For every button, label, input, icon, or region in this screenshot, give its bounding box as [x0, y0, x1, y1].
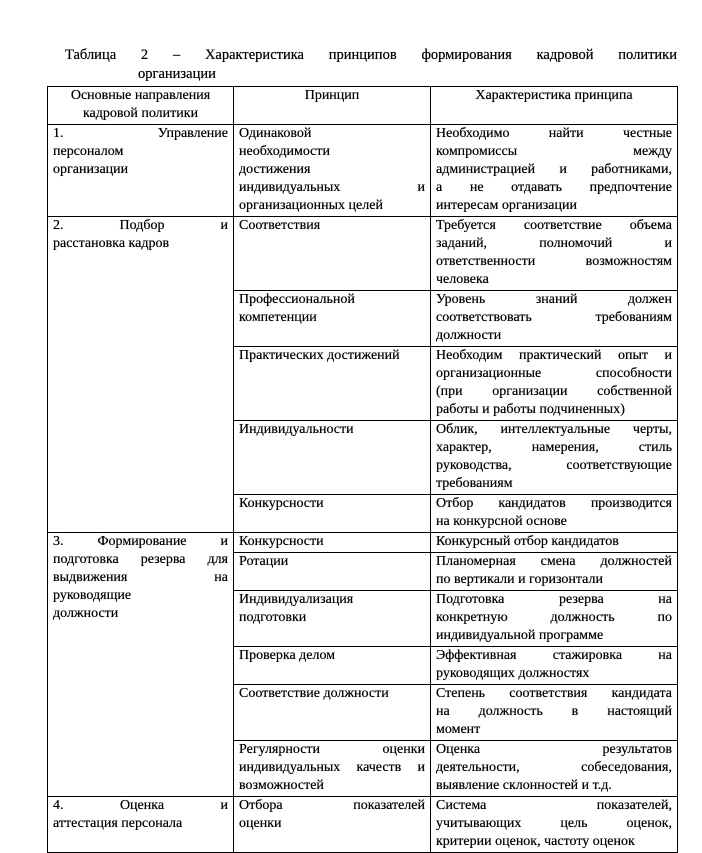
- text-line: интересам организации: [436, 198, 577, 213]
- text-line: (при организации собственной: [436, 384, 672, 399]
- principle-cell: [234, 347, 431, 421]
- text-line: руководства, соответствующие: [436, 458, 672, 473]
- text-line: подготовки: [239, 610, 307, 625]
- table-row: [48, 125, 678, 217]
- direction-cell: [48, 125, 234, 217]
- text-line: должности: [436, 328, 502, 343]
- text-line: организационных целей: [239, 198, 383, 213]
- text-line: компетенции: [239, 310, 317, 325]
- text-line: оценки: [239, 816, 282, 831]
- text-line: организации: [53, 162, 129, 177]
- text-line: работы и работы подчиненных): [436, 402, 625, 417]
- direction-cell: [48, 217, 234, 533]
- text-line: Подготовка резерва на: [436, 592, 672, 607]
- table-row: [48, 797, 678, 853]
- text-line: Конкурсный отбор кандидатов: [436, 534, 619, 549]
- characteristic-cell: [431, 495, 678, 533]
- text-line: на конкурсной основе: [436, 514, 567, 529]
- text-line: кадровой политики: [82, 106, 199, 121]
- characteristic-cell: [431, 591, 678, 647]
- text-line: Конкурсности: [239, 496, 324, 511]
- text-line: подготовка резерва для: [53, 552, 228, 567]
- text-line: Планомерная смена должностей: [436, 554, 672, 569]
- text-line: заданий, полномочий и: [436, 236, 672, 251]
- text-line: 3. Формирование и: [53, 534, 228, 549]
- text-line: Отбора показателей: [239, 798, 425, 813]
- characteristic-cell: [431, 797, 678, 853]
- table-row: [48, 533, 678, 553]
- table-row: [48, 217, 678, 291]
- text-line: 1. Управление: [53, 126, 228, 141]
- principle-cell: [234, 125, 431, 217]
- characteristic-cell: [431, 421, 678, 495]
- text-line: Необходим практический опыт и: [436, 348, 672, 363]
- text-line: Характеристика принципа: [475, 88, 633, 103]
- text-line: организации: [138, 66, 216, 82]
- text-line: деятельности, собеседования,: [436, 760, 672, 775]
- text-line: компромиссы между: [436, 144, 672, 159]
- characteristic-cell: [431, 741, 678, 797]
- text-line: а не отдавать предпочтение: [436, 180, 672, 195]
- text-line: 4. Оценка и: [53, 798, 228, 813]
- characteristic-cell: [431, 347, 678, 421]
- direction-cell: [48, 533, 234, 797]
- characteristic-cell: [431, 217, 678, 291]
- text-line: Профессиональной: [239, 292, 355, 307]
- text-line: руководящих должностях: [436, 666, 590, 681]
- text-line: организационные способности: [436, 366, 672, 381]
- text-line: персоналом: [53, 144, 124, 159]
- characteristic-cell: [431, 553, 678, 591]
- text-line: Практических достижений: [239, 348, 400, 363]
- principle-cell: [234, 533, 431, 553]
- text-line: достижения: [239, 162, 311, 177]
- text-line: Облик, интеллектуальные черты,: [436, 422, 672, 437]
- text-line: индивидуальных качеств и: [239, 760, 425, 775]
- principle-cell: [234, 741, 431, 797]
- text-line: Конкурсности: [239, 534, 324, 549]
- principle-cell: [234, 291, 431, 347]
- text-line: индивидуальной программе: [436, 628, 604, 643]
- text-line: 2. Подбор и: [53, 218, 228, 233]
- text-line: Индивидуальности: [239, 422, 354, 437]
- principle-cell: [234, 217, 431, 291]
- text-line: расстановка кадров: [53, 236, 170, 251]
- direction-cell: [48, 797, 234, 853]
- text-line: Оценка результатов: [436, 742, 672, 757]
- principle-cell: [234, 553, 431, 591]
- text-line: человека: [436, 272, 489, 287]
- text-line: необходимости: [239, 144, 331, 159]
- text-line: Регулярности оценки: [239, 742, 425, 757]
- text-line: выдвижения на: [53, 570, 228, 585]
- principle-cell: [234, 685, 431, 741]
- text-line: выявление склонностей и т.д.: [436, 778, 612, 793]
- text-line: руководящие: [53, 588, 132, 603]
- header-cell: [234, 87, 431, 125]
- text-line: аттестация персонала: [53, 816, 183, 831]
- text-line: конкретную должность по: [436, 610, 672, 625]
- table-header-row: [48, 87, 678, 125]
- text-line: по вертикали и горизонтали: [436, 572, 603, 587]
- text-line: Система показателей,: [436, 798, 672, 813]
- header-cell: [431, 87, 678, 125]
- text-line: критерии оценок, частоту оценок: [436, 834, 635, 849]
- principle-cell: [234, 421, 431, 495]
- text-line: ответственности возможностям: [436, 254, 672, 269]
- text-line: на должность в настоящий: [436, 704, 672, 719]
- text-line: Ротации: [239, 554, 289, 569]
- text-line: Соответствие должности: [239, 686, 389, 701]
- principle-cell: [234, 647, 431, 685]
- principle-cell: [234, 591, 431, 647]
- text-line: Таблица 2 – Характеристика принципов формирования кадровой политики: [65, 47, 677, 63]
- text-line: Индивидуализация: [239, 592, 354, 607]
- text-line: Основные направления: [70, 88, 211, 103]
- text-line: администрацией и работниками,: [436, 162, 672, 177]
- text-line: Уровень знаний должен: [436, 292, 672, 307]
- text-line: Необходимо найти честные: [436, 126, 672, 141]
- principle-cell: [234, 495, 431, 533]
- text-line: индивидуальных и: [239, 180, 425, 195]
- header-cell: [48, 87, 234, 125]
- characteristic-cell: [431, 291, 678, 347]
- characteristic-cell: [431, 533, 678, 553]
- personnel-policy-table: [47, 86, 678, 853]
- text-line: момент: [436, 722, 481, 737]
- text-line: должности: [53, 606, 119, 621]
- text-line: Требуется соответствие объема: [436, 218, 672, 233]
- text-line: Принцип: [304, 88, 360, 103]
- text-line: Одинаковой: [239, 126, 312, 141]
- principle-cell: [234, 797, 431, 853]
- text-line: характер, намерения, стиль: [436, 440, 672, 455]
- text-line: Проверка делом: [239, 648, 336, 663]
- text-line: соответствовать требованиям: [436, 310, 672, 325]
- text-line: Соответствия: [239, 218, 321, 233]
- table-caption: [65, 46, 677, 84]
- characteristic-cell: [431, 125, 678, 217]
- characteristic-cell: [431, 685, 678, 741]
- text-line: Отбор кандидатов производится: [436, 496, 672, 511]
- text-line: Эффективная стажировка на: [436, 648, 672, 663]
- text-line: требованиям: [436, 476, 513, 491]
- text-line: возможностей: [239, 778, 324, 793]
- text-line: учитывающих цель оценок,: [436, 816, 672, 831]
- text-line: Степень соответствия кандидата: [436, 686, 672, 701]
- characteristic-cell: [431, 647, 678, 685]
